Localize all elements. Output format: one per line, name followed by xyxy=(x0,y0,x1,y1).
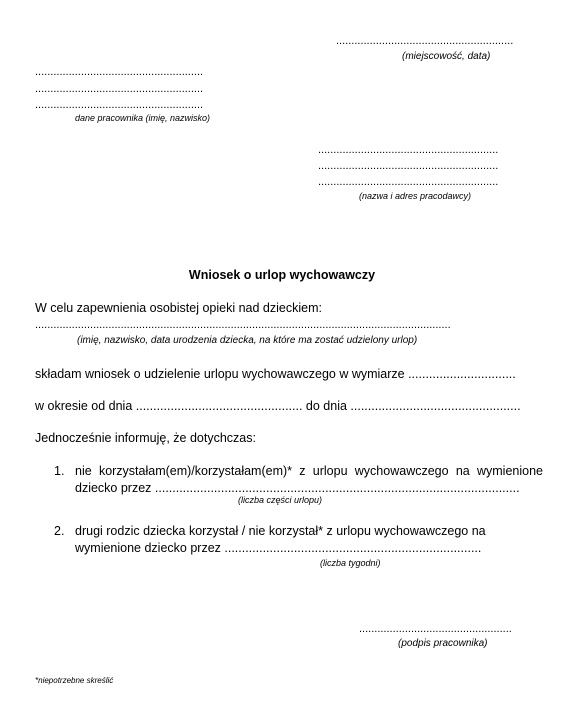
item-2-line-1: drugi rodzic dziecka korzystał / nie korzystał* z urlopu wychowawczego na xyxy=(75,524,486,538)
employer-caption: (nazwa i adres pracodawcy) xyxy=(359,191,472,201)
request-line: składam wniosek o udzielenie urlopu wychowawczego w wymiarze ............................... xyxy=(35,367,516,381)
item-2-number: 2. xyxy=(54,524,65,538)
item-1-line-1: nie korzystałam(em)/korzystałam(em)* z urlopu wychowawczego na wymienione xyxy=(75,464,543,478)
child-caption: (imię, nazwisko, data urodzenia dziecka, na które ma zostać udzielony urlop) xyxy=(77,335,418,346)
intro-text: W celu zapewnienia osobistej opieki nad dzieckiem: xyxy=(35,301,322,315)
period-line: w okresie od dnia ................................................ do dnia ................................................. xyxy=(35,399,521,413)
item-1-caption: (liczba części urlopu) xyxy=(238,495,323,505)
employee-caption: dane pracownika (imię, nazwisko) xyxy=(75,113,211,123)
employee-dots-1[interactable]: ....................................................... xyxy=(35,66,204,78)
signature-caption: (podpis pracownika) xyxy=(398,638,488,649)
employee-dots-2[interactable]: ....................................................... xyxy=(35,83,204,95)
signature-dots[interactable]: .................................................. xyxy=(359,623,512,635)
document-title: Wniosek o urlop wychowawczy xyxy=(188,268,376,282)
place-date-caption: (miejscowość, data) xyxy=(402,51,491,62)
place-date-dots[interactable]: .......................................................... xyxy=(336,35,514,47)
child-dots[interactable]: ........................................................................................................................................ xyxy=(35,319,451,331)
employer-dots-1[interactable]: ........................................................... xyxy=(318,144,499,156)
employer-dots-3[interactable]: ........................................................... xyxy=(318,176,499,188)
employee-dots-3[interactable]: ....................................................... xyxy=(35,99,204,111)
footnote: *niepotrzebne skreślić xyxy=(35,676,114,685)
item-1-number: 1. xyxy=(54,464,65,478)
item-1-line-2: dziecko przez ......................................................................................................... xyxy=(75,481,520,495)
item-2-line-2: wymienione dziecko przez .......................................................................... xyxy=(75,541,482,555)
info-line: Jednocześnie informuję, że dotychczas: xyxy=(35,431,256,445)
employer-dots-2[interactable]: ........................................................... xyxy=(318,160,499,172)
item-2-caption: (liczba tygodni) xyxy=(320,558,381,568)
